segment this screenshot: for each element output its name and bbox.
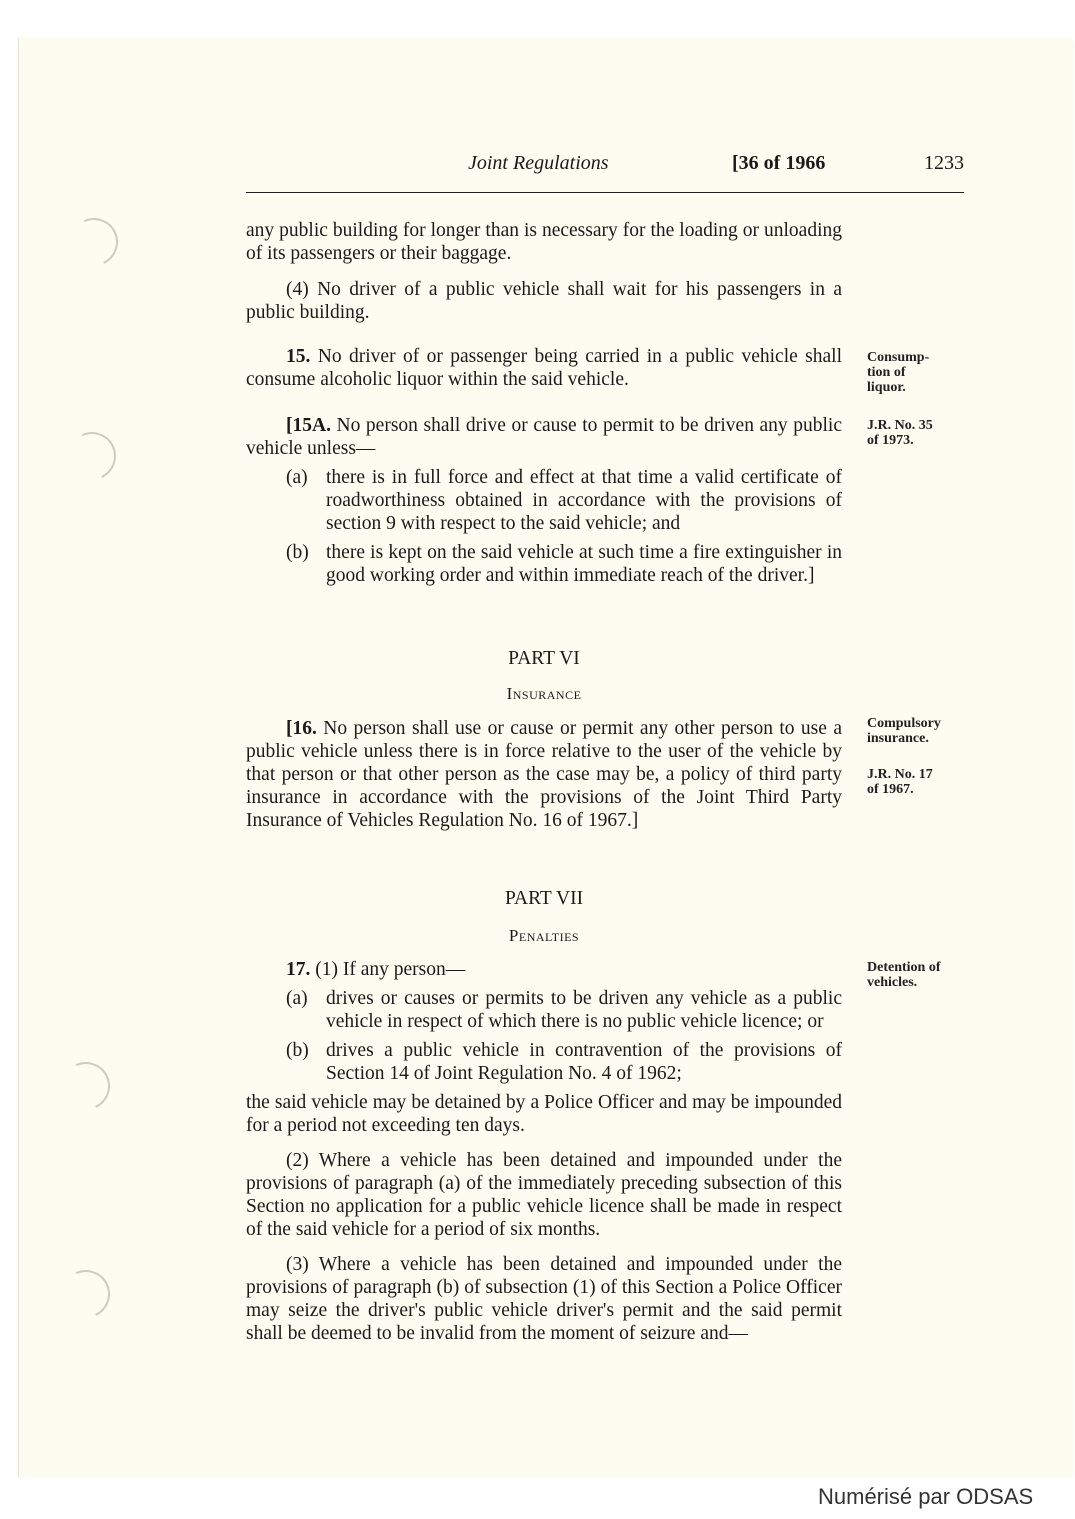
subsection-17-3: (3) Where a vehicle has been detained and impounded under the provisions of paragraph (b) of subsection (1) of this Section a Police Officer may seize the driver's public vehicle driver's permit and the said permit shall be deemed to be invalid from the moment of seizure and— — [246, 1254, 842, 1344]
section-17-tail: the said vehicle may be detained by a Police Officer and may be impounded for a period not exceeding ten days. — [246, 1092, 842, 1136]
margin-note-s15: Consump- tion of liquor. — [867, 350, 930, 395]
section-17: 17. (1) If any person— (a) drives or causes or permits to be driven any vehicle as a public vehicle in respect of which there is no public vehicle licence; or (b) drives a public vehicle in contravention of the provisions of Section 14 of Joint Regulation No. 4 of 1962; the said vehicle may be detained by a Police Officer and may be impounded for a period not exceeding ten days. (2) Where a vehicle has been detained and impounded under the provisions of paragraph (a) of the immediately preceding subsection of this Section no application for a public vehicle licence shall be made in respect of the said vehicle for a period of six months. (3) Where a vehicle has been detained and impounded under the provisions of paragraph (b) of subsection (1) of this Section a Police Officer may seize the driver's public vehicle driver's permit and the said permit shall be deemed to be invalid from the moment of seizure and— — [246, 959, 842, 1344]
margin-note-s17: Detention of vehicles. — [867, 960, 941, 990]
subsection-14-4: (4) No driver of a public vehicle shall wait for his passengers in a public building. — [246, 279, 842, 323]
margin-note-s16: Compulsory insurance. — [867, 716, 941, 746]
header-rule — [246, 192, 964, 193]
part-6-title: PART VI — [508, 648, 580, 669]
section-number: 17. — [286, 959, 311, 980]
header-title: Joint Regulations — [468, 152, 609, 174]
page-header — [246, 150, 964, 180]
section-number: [16. — [286, 718, 317, 739]
part-7-title: PART VII — [504, 888, 584, 909]
header-act-reference: [36 of 1966 — [732, 152, 826, 174]
continued-paragraph: any public building for longer than is necessary for the loading or unloading of its passengers or their baggage. — [246, 220, 842, 264]
section-number: [15A. — [286, 415, 331, 436]
part-6-subtitle: Insurance — [506, 684, 582, 703]
margin-note-s15A: J.R. No. 35 of 1973. — [867, 418, 933, 448]
section-15: 15. No driver of or passenger being carried in a public vehicle shall consume alcoholic liquor within the said vehicle. — [246, 346, 843, 390]
list-item: (a) drives or causes or permits to be driven any vehicle as a public vehicle in respect of which there is no public vehicle licence; or — [286, 988, 842, 1032]
section-16: [16. No person shall use or cause or permit any other person to use a public vehicle unless there is in force relative to the user of the vehicle by that person or that other person as the case may be, a policy of third party insurance in accordance with the provisions of the Joint Third Party Insurance of Vehicles Regulation No. 16 of 1967.] — [246, 718, 842, 831]
section-15A: [15A. No person shall drive or cause to permit to be driven any public vehicle unless— (a) there is in full force and effect at that time a valid certificate of roadworthiness obtained in accordance with the provisions of section 9 with respect to the said vehicle; and (b) there is kept on the said vehicle at such time a fire extinguisher in good working order and within immediate reach of the driver.] — [246, 415, 842, 586]
subsection-17-2: (2) Where a vehicle has been detained and impounded under the provisions of paragraph (a) of the immediately preceding subsection of this Section no application for a public vehicle licence shall be made in respect of the said vehicle for a period of six months. — [246, 1150, 842, 1240]
section-number: 15. — [286, 346, 311, 367]
list-item: (b) there is kept on the said vehicle at such time a fire extinguisher in good working order and within immediate reach of the driver.] — [286, 542, 842, 586]
list-item: (a) there is in full force and effect at that time a valid certificate of roadworthiness obtained in accordance with the provisions of section 9 with respect to the said vehicle; and — [286, 467, 842, 534]
margin-note-s16-ref: J.R. No. 17 of 1967. — [867, 767, 933, 797]
digitization-credit: Numérisé par ODSAS — [818, 1484, 1034, 1509]
list-item: (b) drives a public vehicle in contravention of the provisions of Section 14 of Joint Regulation No. 4 of 1962; — [286, 1040, 842, 1084]
page-number: 1233 — [924, 152, 964, 174]
part-7-subtitle: Penalties — [508, 926, 580, 945]
